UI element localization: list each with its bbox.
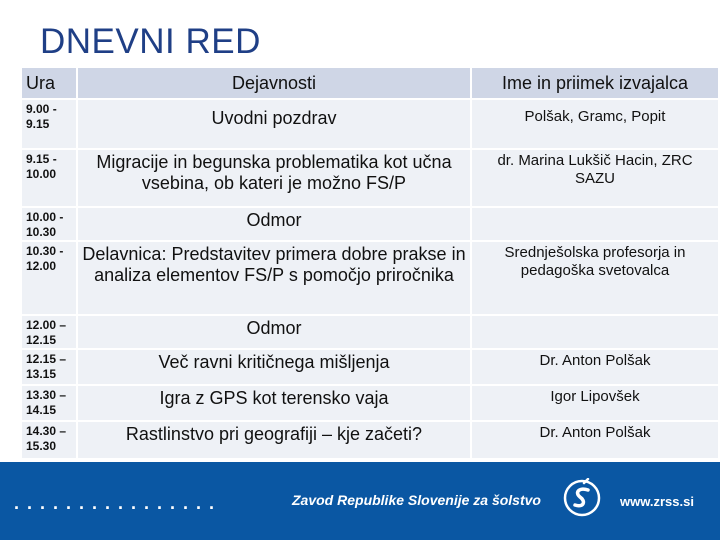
zrss-logo-icon bbox=[562, 478, 602, 518]
table-row bbox=[22, 208, 718, 240]
row-activity: Migracije in begunska problematika kot učna vsebina, ob kateri je možno FS/P bbox=[78, 150, 470, 206]
footer-dots: ................ bbox=[14, 493, 223, 513]
slide-title: DNEVNI RED bbox=[40, 22, 261, 61]
table-row bbox=[22, 316, 718, 348]
table-row bbox=[22, 386, 718, 420]
table-row bbox=[22, 150, 718, 206]
header-time: Ura bbox=[22, 68, 76, 98]
table-row bbox=[22, 350, 718, 384]
row-person: Igor Lipovšek bbox=[472, 386, 718, 420]
row-activity: Delavnica: Predstavitev primera dobre prakse in analiza elementov FS/P s pomočjo priročnika bbox=[78, 242, 470, 314]
row-person: Polšak, Gramc, Popit bbox=[472, 100, 718, 148]
row-activity: Rastlinstvo pri geografiji – kje začeti? bbox=[78, 422, 470, 458]
row-time: 13.30 – 14.15 bbox=[22, 386, 76, 420]
row-person: dr. Marina Lukšič Hacin, ZRC SAZU bbox=[472, 150, 718, 206]
row-activity: Odmor bbox=[78, 316, 470, 348]
table-row bbox=[22, 422, 718, 458]
row-time: 14.30 – 15.30 bbox=[22, 422, 76, 458]
table-row bbox=[22, 242, 718, 314]
row-person bbox=[472, 316, 718, 348]
row-person: Srednješolska profesorja in pedagoška svetovalca bbox=[472, 242, 718, 314]
row-time: 10.00 - 10.30 bbox=[22, 208, 76, 240]
row-person: Dr. Anton Polšak bbox=[472, 350, 718, 384]
row-person bbox=[472, 208, 718, 240]
row-time: 12.00 – 12.15 bbox=[22, 316, 76, 348]
header-row bbox=[22, 68, 718, 98]
row-activity: Igra z GPS kot terensko vaja bbox=[78, 386, 470, 420]
row-person: Dr. Anton Polšak bbox=[472, 422, 718, 458]
table-row bbox=[22, 100, 718, 148]
row-time: 9.15 - 10.00 bbox=[22, 150, 76, 206]
header-activity: Dejavnosti bbox=[78, 68, 470, 98]
row-activity: Odmor bbox=[78, 208, 470, 240]
row-time: 12.15 – 13.15 bbox=[22, 350, 76, 384]
row-activity: Več ravni kritičnega mišljenja bbox=[78, 350, 470, 384]
row-time: 10.30 - 12.00 bbox=[22, 242, 76, 314]
row-activity: Uvodni pozdrav bbox=[78, 100, 470, 148]
header-person: Ime in priimek izvajalca bbox=[472, 68, 718, 98]
agenda-table bbox=[20, 66, 720, 460]
row-time: 9.00 - 9.15 bbox=[22, 100, 76, 148]
footer-url[interactable]: www.zrss.si bbox=[620, 494, 694, 509]
footer-organization: Zavod Republike Slovenije za šolstvo bbox=[292, 492, 541, 508]
